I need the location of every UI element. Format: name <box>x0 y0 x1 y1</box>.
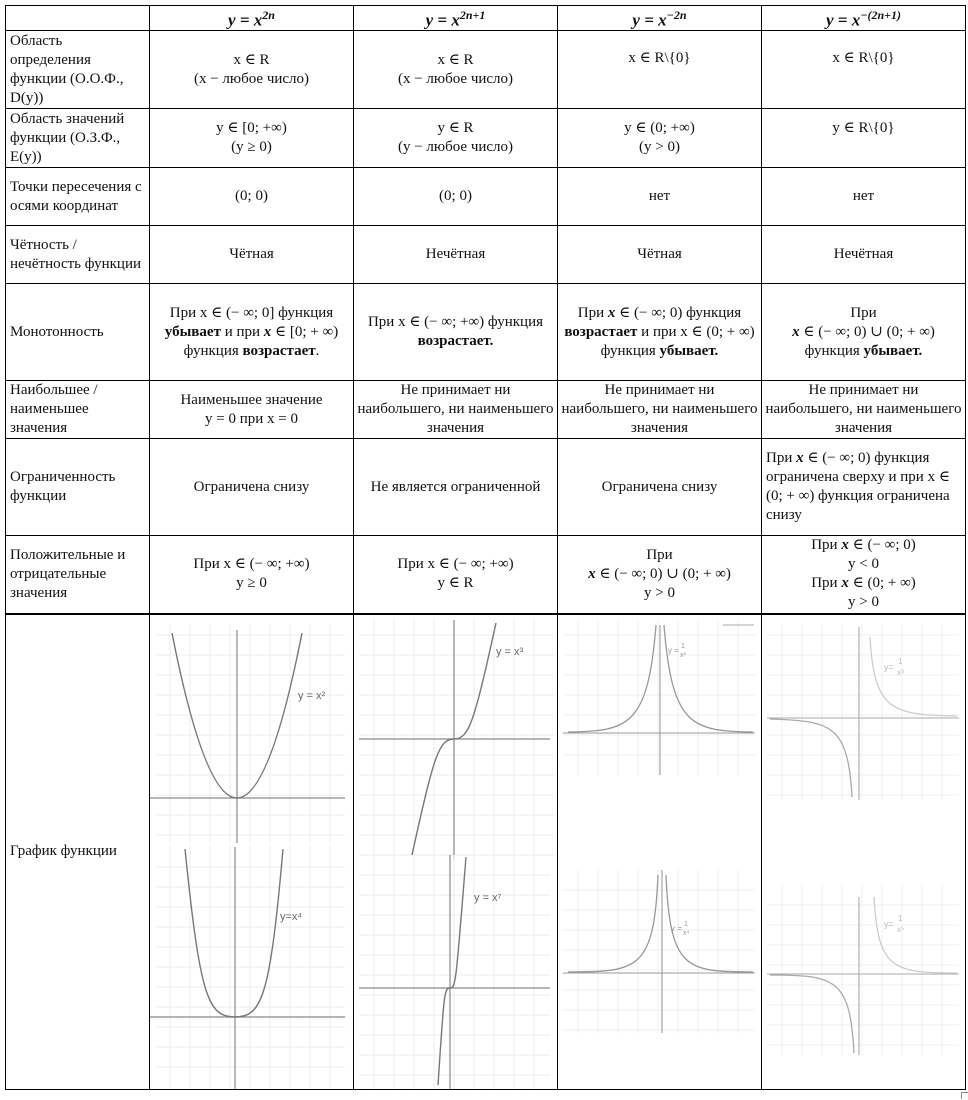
header-col-4: $y = x^{-(2n+1)}$ <box>762 6 966 31</box>
domain-cell-3: x ∈ R\{0} <box>558 31 762 109</box>
header-row <box>6 6 966 31</box>
graph-x2 <box>150 625 345 843</box>
graph-inv-x3 <box>767 625 959 800</box>
monotonic-cell-4: При x ∈ (− ∞; 0) ∪ (0; + ∞) функция убывает. <box>762 284 966 381</box>
monotonic-cell-1: При x ∈ (− ∞; 0] функция убывает и при x ∈ [0; + ∞) функция возрастает. <box>150 284 354 381</box>
graph-label-inv-x5-den: x⁵ <box>897 924 905 934</box>
graph-label-inv-x5-num: 1 <box>898 913 903 923</box>
row-label: Монотонность <box>6 284 150 381</box>
graph-odd-pair <box>354 615 557 1089</box>
intersect-cell-2: (0; 0) <box>354 168 558 226</box>
sign-cell-1: При x ∈ (− ∞; +∞) y ≥ 0 <box>150 536 354 614</box>
row-range <box>6 109 966 168</box>
extrema-cell-3: Не принимает ни наибольшего, ни наименьшего значения <box>558 381 762 439</box>
row-label: Область определения функции (О.О.Ф., D(y)) <box>6 31 150 109</box>
range-cell-3: y ∈ (0; +∞) (y > 0) <box>558 109 762 168</box>
graph-grid <box>563 620 755 775</box>
curve-inv-x5-right <box>874 897 957 973</box>
bounded-cell-1: Ограничена снизу <box>150 439 354 536</box>
graph-label-inv-x4-den: x⁴ <box>683 929 690 937</box>
sign-cell-3: При x ∈ (− ∞; 0) ∪ (0; + ∞) y > 0 <box>558 536 762 614</box>
curve-inv-x3-right <box>870 637 957 716</box>
row-label: Точки пересечения с осями координат <box>6 168 150 226</box>
intersect-cell-1: (0; 0) <box>150 168 354 226</box>
graph-cell-1 <box>150 614 354 1090</box>
row-parity <box>6 226 966 284</box>
row-label: Область значений функции (О.З.Ф., E(y)) <box>6 109 150 168</box>
graph-even-pair <box>150 615 353 1089</box>
graph-grid <box>150 625 345 843</box>
parity-cell-1: Чётная <box>150 226 354 284</box>
intersect-cell-4: нет <box>762 168 966 226</box>
row-intersect <box>6 168 966 226</box>
graph-inv-x5 <box>767 885 959 1055</box>
graph-cell-2 <box>354 614 558 1090</box>
monotonic-cell-3: При x ∈ (− ∞; 0) функция возрастает и при x ∈ (0; + ∞) функция убывает. <box>558 284 762 381</box>
graph-label-inv-x4-num: 1 <box>684 920 688 928</box>
range-cell-4: y ∈ R\{0} <box>762 109 966 168</box>
parity-cell-2: Нечётная <box>354 226 558 284</box>
row-graph <box>6 614 966 1090</box>
bounded-cell-2: Не является ограниченной <box>354 439 558 536</box>
domain-cell-4: x ∈ R\{0} <box>762 31 966 109</box>
parity-cell-3: Чётная <box>558 226 762 284</box>
graph-grid <box>767 625 959 800</box>
graph-grid <box>359 620 554 860</box>
graph-grid <box>563 870 755 1033</box>
graph-inv-x2 <box>563 620 755 775</box>
table-resize-handle[interactable] <box>961 1092 968 1099</box>
header-col-3: $y = x^{-2n}$ <box>558 6 762 31</box>
header-col-2: $y = x^{2n+1}$ <box>354 6 558 31</box>
range-cell-1: y ∈ [0; +∞) (y ≥ 0) <box>150 109 354 168</box>
graph-label-inv-x3-den: x³ <box>897 667 904 677</box>
header-col-1: $y = x^{2n}$ <box>150 6 354 31</box>
curve-x4 <box>185 849 283 1017</box>
graph-cell-4 <box>762 614 966 1090</box>
extrema-cell-4: Не принимает ни наибольшего, ни наименьшего значения <box>762 381 966 439</box>
monotonic-cell-2: При x ∈ (− ∞; +∞) функция возрастает. <box>354 284 558 381</box>
intersect-cell-3: нет <box>558 168 762 226</box>
graph-label-inv-x5: y= <box>884 918 894 929</box>
graph-label-inv-x3: y= <box>884 661 894 672</box>
graph-x7 <box>359 855 550 1089</box>
power-functions-table <box>5 5 966 1090</box>
row-monotonic <box>6 284 966 381</box>
graph-grid <box>359 855 550 1089</box>
graph-reciprocal-even-pair <box>558 615 761 1089</box>
row-label: Чётность / нечётность функции <box>6 226 150 284</box>
domain-cell-1: x ∈ R (x − любое число) <box>150 31 354 109</box>
bounded-cell-4: При x ∈ (− ∞; 0) функция ограничена сверху и при x ∈ (0; + ∞) функция ограничена снизу <box>762 439 966 536</box>
row-bounded <box>6 439 966 536</box>
row-sign <box>6 536 966 614</box>
graph-label-x7: y = x⁷ <box>474 891 502 904</box>
row-domain <box>6 31 966 109</box>
extrema-cell-2: Не принимает ни наибольшего, ни наименьшего значения <box>354 381 558 439</box>
graph-label-x3: y = x³ <box>496 645 524 658</box>
graph-label-x4: y=x⁴ <box>280 910 303 923</box>
row-label: Наибольшее / наименьшее значения <box>6 381 150 439</box>
graph-label-inv-x2-den: x² <box>680 651 686 659</box>
row-extrema <box>6 381 966 439</box>
header-empty-cell <box>6 6 150 31</box>
curve-inv-x2-right <box>664 625 753 732</box>
domain-cell-2: x ∈ R (x − любое число) <box>354 31 558 109</box>
sign-cell-4: При x ∈ (− ∞; 0) y < 0 При x ∈ (0; + ∞) y > 0 <box>762 536 966 614</box>
graph-grid <box>767 885 959 1055</box>
graph-label-inv-x2-num: 1 <box>681 642 685 650</box>
graph-label-inv-x4: y = <box>671 923 682 933</box>
graph-reciprocal-odd-pair <box>762 615 965 1089</box>
graph-label-inv-x3-num: 1 <box>898 656 903 666</box>
row-label: Положительные и отрицательные значения <box>6 536 150 614</box>
graph-label-inv-x2: y = <box>668 645 679 655</box>
row-label: График функции <box>6 614 150 1090</box>
range-cell-2: y ∈ R (y − любое число) <box>354 109 558 168</box>
graph-x3 <box>359 620 554 860</box>
graph-cell-3 <box>558 614 762 1090</box>
curve-inv-x2-left <box>568 625 656 732</box>
bounded-cell-3: Ограничена снизу <box>558 439 762 536</box>
extrema-cell-1: Наименьшее значение y = 0 при x = 0 <box>150 381 354 439</box>
sign-cell-2: При x ∈ (− ∞; +∞) y ∈ R <box>354 536 558 614</box>
graph-grid <box>150 847 345 1089</box>
row-label: Ограниченность функции <box>6 439 150 536</box>
curve-x7 <box>438 857 466 1085</box>
graph-x4 <box>150 847 345 1089</box>
graph-label-x2: y = x² <box>298 689 326 702</box>
parity-cell-4: Нечётная <box>762 226 966 284</box>
curve-inv-x5-left <box>770 975 854 1053</box>
graph-inv-x4 <box>563 870 755 1033</box>
